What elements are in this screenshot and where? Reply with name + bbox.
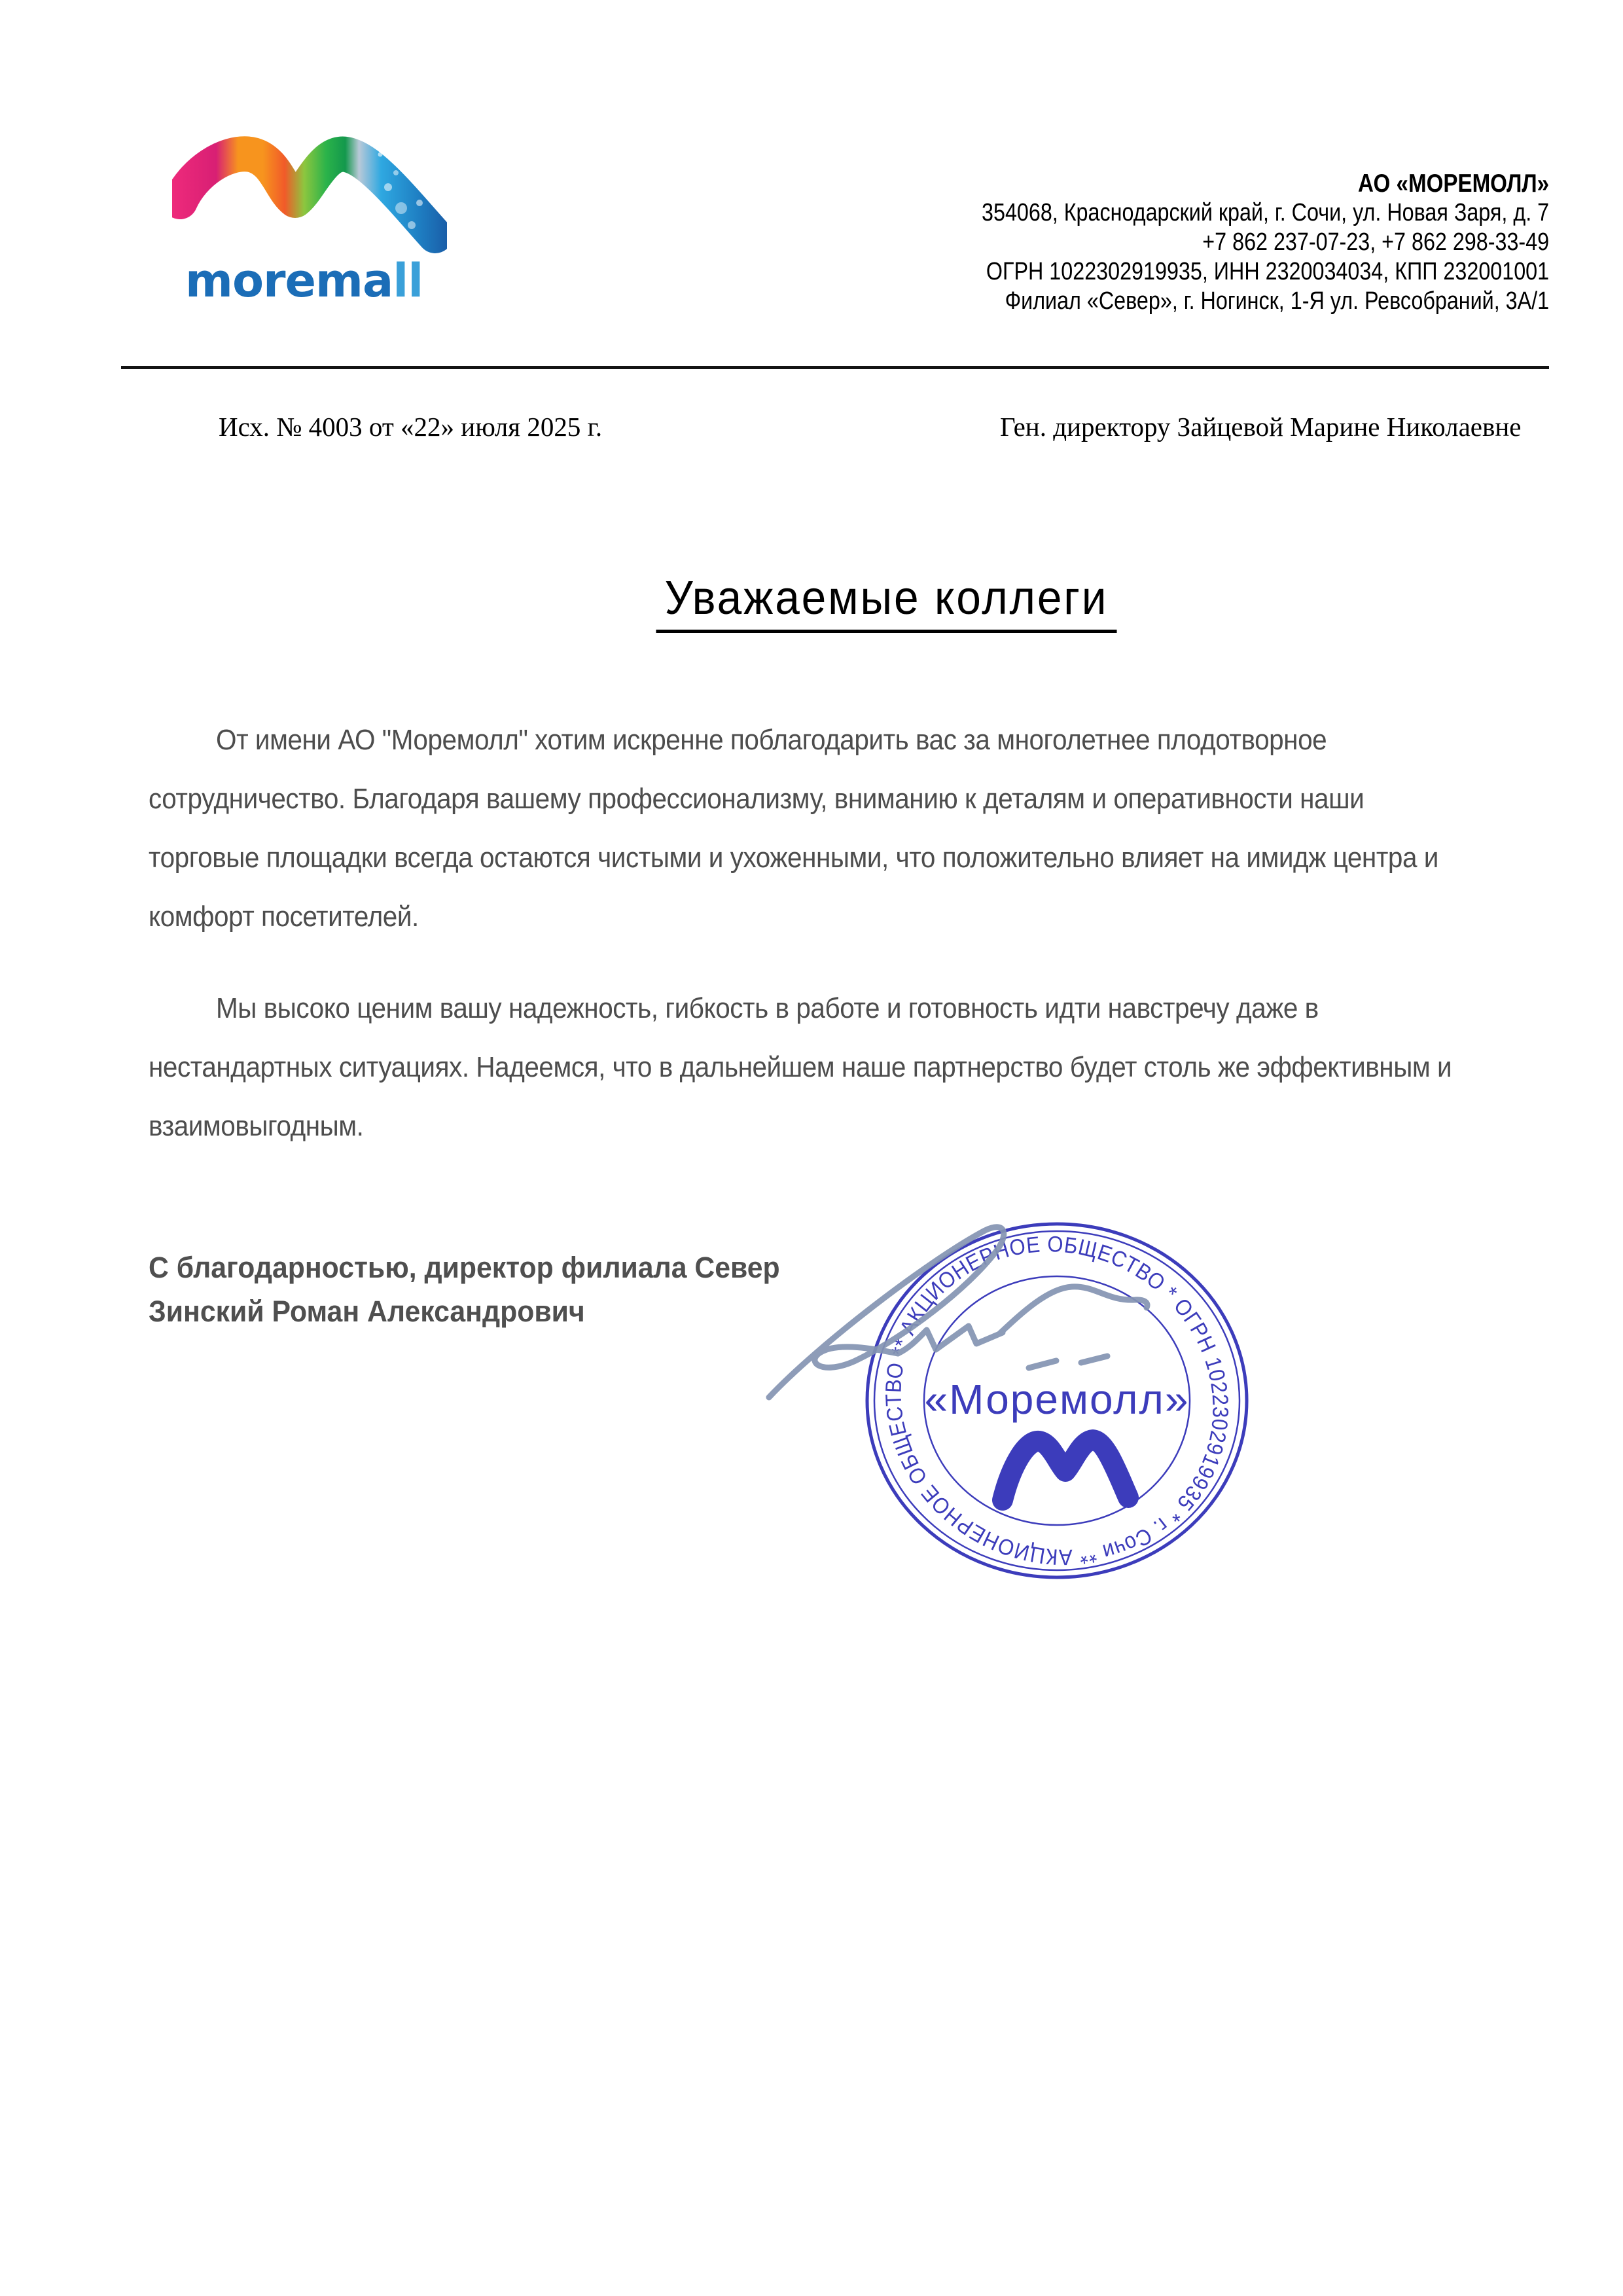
org-header-block	[982, 169, 1549, 316]
signature-name: Зинский Роман Александрович	[149, 1295, 585, 1328]
outgoing-number: Исх. № 4003 от «22» июля 2025 г.	[219, 412, 603, 442]
text-line: торговые площадки всегда остаются чистыми и ухоженными, что положительно влияет на имидж центра и	[149, 842, 1438, 874]
text-line: взаимовыгодным.	[149, 1110, 364, 1142]
paragraph-1	[149, 711, 1533, 946]
text-line: сотрудничество. Благодаря вашему профессионализму, вниманию к деталям и оперативности наши	[149, 783, 1364, 815]
text-line: 354068, Краснодарский край, г. Сочи, ул. Новая Заря, д. 7	[981, 199, 1549, 226]
letter-title: Уважаемые коллеги	[656, 568, 1117, 633]
text-line: +7 862 237-07-23, +7 862 298-33-49	[1202, 228, 1549, 256]
moremall-wordmark	[185, 254, 460, 308]
signature-block	[149, 1246, 780, 1333]
text-line: комфорт посетителей.	[149, 901, 419, 933]
ribbon-wave-path	[180, 154, 435, 236]
signature-closing: С благодарностью, директор филиала Север	[149, 1251, 780, 1284]
paragraph-2	[149, 979, 1533, 1156]
stamp-center-name: «Моремолл»	[924, 1376, 1190, 1423]
stamp-and-signature	[707, 1204, 1302, 1630]
text-line: Мы высоко ценим вашу надежность, гибкость в работе и готовность идти навстречу даже в	[216, 992, 1319, 1024]
wordmark-main: morema	[185, 254, 393, 308]
company-stamp	[827, 1204, 1287, 1625]
signature-tick-2	[1081, 1356, 1107, 1363]
title-wrap	[216, 568, 1558, 633]
org-company-name: АО «МОРЕМОЛЛ»	[1357, 170, 1549, 198]
text-line: ОГРН 1022302919935, ИНН 2320034034, КПП 232001001	[986, 258, 1549, 285]
wordmark-tail: ll	[393, 254, 423, 308]
org-header-lines	[982, 198, 1549, 316]
meta-row	[0, 411, 1623, 450]
signature-tick-1	[1029, 1361, 1056, 1368]
stamp-ring-text: АКЦИОНЕРНОЕ ОБЩЕСТВО * ОГРН 1022302919935 * г. Сочи ** АКЦИОНЕРНОЕ ОБЩЕСТВО **	[881, 1232, 1233, 1570]
moremall-wave-logo-icon	[172, 103, 447, 255]
text-line: нестандартных ситуациях. Надеемся, что в дальнейшем наше партнерство будет столь же эффективным и	[149, 1051, 1452, 1083]
text-line: От имени АО "Моремолл" хотим искренне поблагодарить вас за многолетнее плодотворное	[216, 724, 1327, 756]
header-divider-rule	[121, 366, 1549, 369]
seal-area	[707, 1204, 1302, 1630]
recipient-line: Ген. директору Зайцевой Марине Николаевне	[1000, 412, 1522, 442]
stamp-m-wave-icon	[1003, 1440, 1128, 1500]
text-line: Филиал «Север», г. Ногинск, 1-Я ул. Ревсобраний, 3А/1	[1005, 287, 1549, 315]
